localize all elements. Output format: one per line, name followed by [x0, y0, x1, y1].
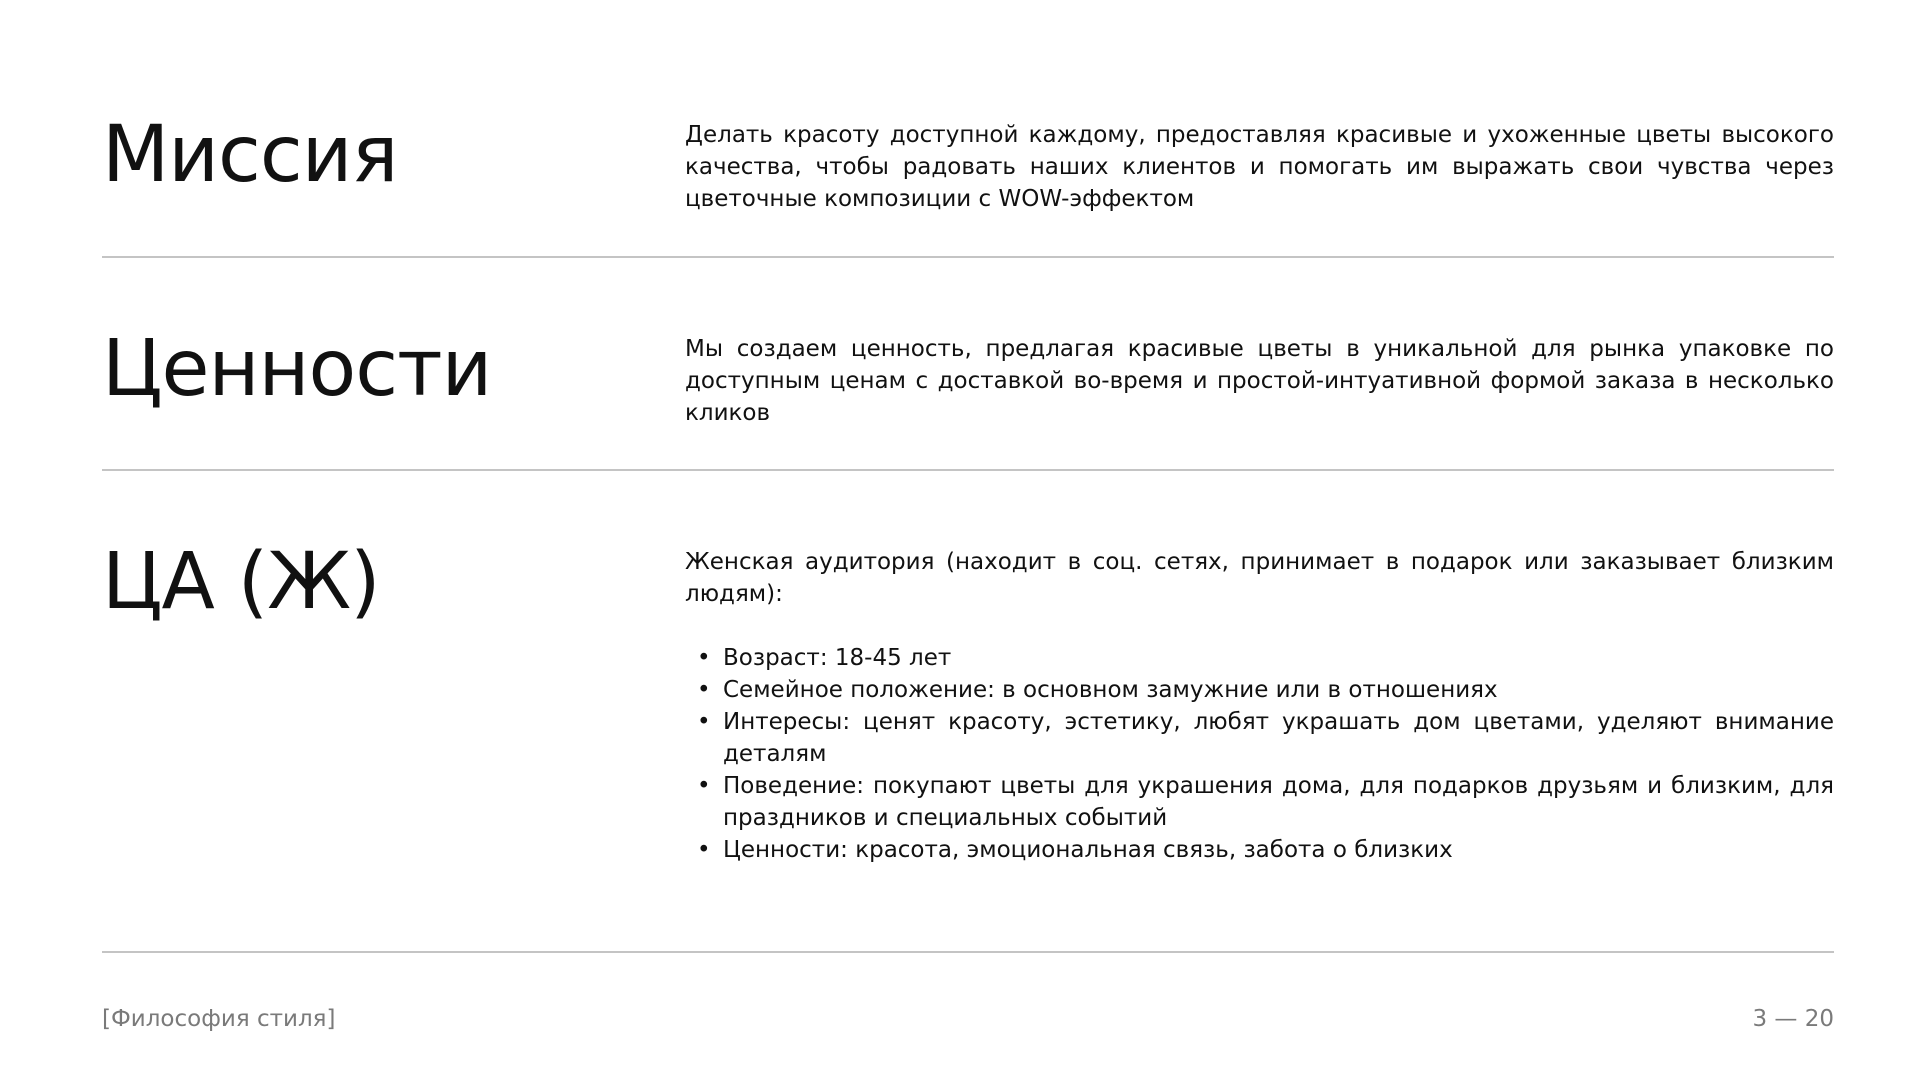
divider-1 — [102, 256, 1834, 258]
list-item-text: Семейное положение: в основном замужние или в отношениях — [723, 677, 1498, 703]
list-item — [685, 770, 1834, 834]
values-heading: Ценности — [102, 324, 492, 414]
page-number: 3 — 20 — [1752, 1006, 1834, 1032]
footer-section-label: [Философия стиля] — [102, 1006, 336, 1032]
audience-body — [685, 546, 1834, 866]
bullet-icon: • — [697, 837, 711, 863]
bullet-icon: • — [697, 677, 711, 703]
audience-intro-text: Женская аудитория (находит в соц. сетях, принимает в подарок или заказывает близким людям): — [685, 549, 1834, 607]
section-values — [102, 322, 1834, 472]
bullet-icon: • — [697, 709, 711, 735]
section-mission — [102, 108, 1834, 258]
list-item-text: Поведение: покупают цветы для украшения дома, для подарков друзьям и близким, для праздников и специальных событий — [723, 773, 1834, 831]
mission-text: Делать красоту доступной каждому, предоставляя красивые и ухоженные цветы высокого качества, чтобы радовать наших клиентов и помогать им выражать свои чувства через цветочные композиции с WOW-эффектом — [685, 122, 1834, 212]
list-item — [685, 834, 1834, 866]
audience-bullet-list — [685, 642, 1834, 866]
divider-3 — [102, 951, 1834, 953]
list-item — [685, 674, 1834, 706]
values-text: Мы создаем ценность, предлагая красивые цветы в уникальной для рынка упаковке по доступным ценам с доставкой во-время и простой-интуативной формой заказа в несколько кликов — [685, 336, 1834, 426]
bullet-icon: • — [697, 773, 711, 799]
list-item — [685, 642, 1834, 674]
list-item-text: Интересы: ценят красоту, эстетику, любят украшать дом цветами, уделяют внимание деталям — [723, 709, 1834, 767]
list-item — [685, 706, 1834, 770]
mission-heading: Миссия — [102, 110, 398, 200]
bullet-icon: • — [697, 645, 711, 671]
divider-2 — [102, 469, 1834, 471]
audience-heading: ЦА (Ж) — [102, 537, 380, 627]
section-audience — [102, 535, 1834, 875]
list-item-text: Возраст: 18-45 лет — [723, 645, 952, 671]
list-item-text: Ценности: красота, эмоциональная связь, забота о близких — [723, 837, 1453, 863]
